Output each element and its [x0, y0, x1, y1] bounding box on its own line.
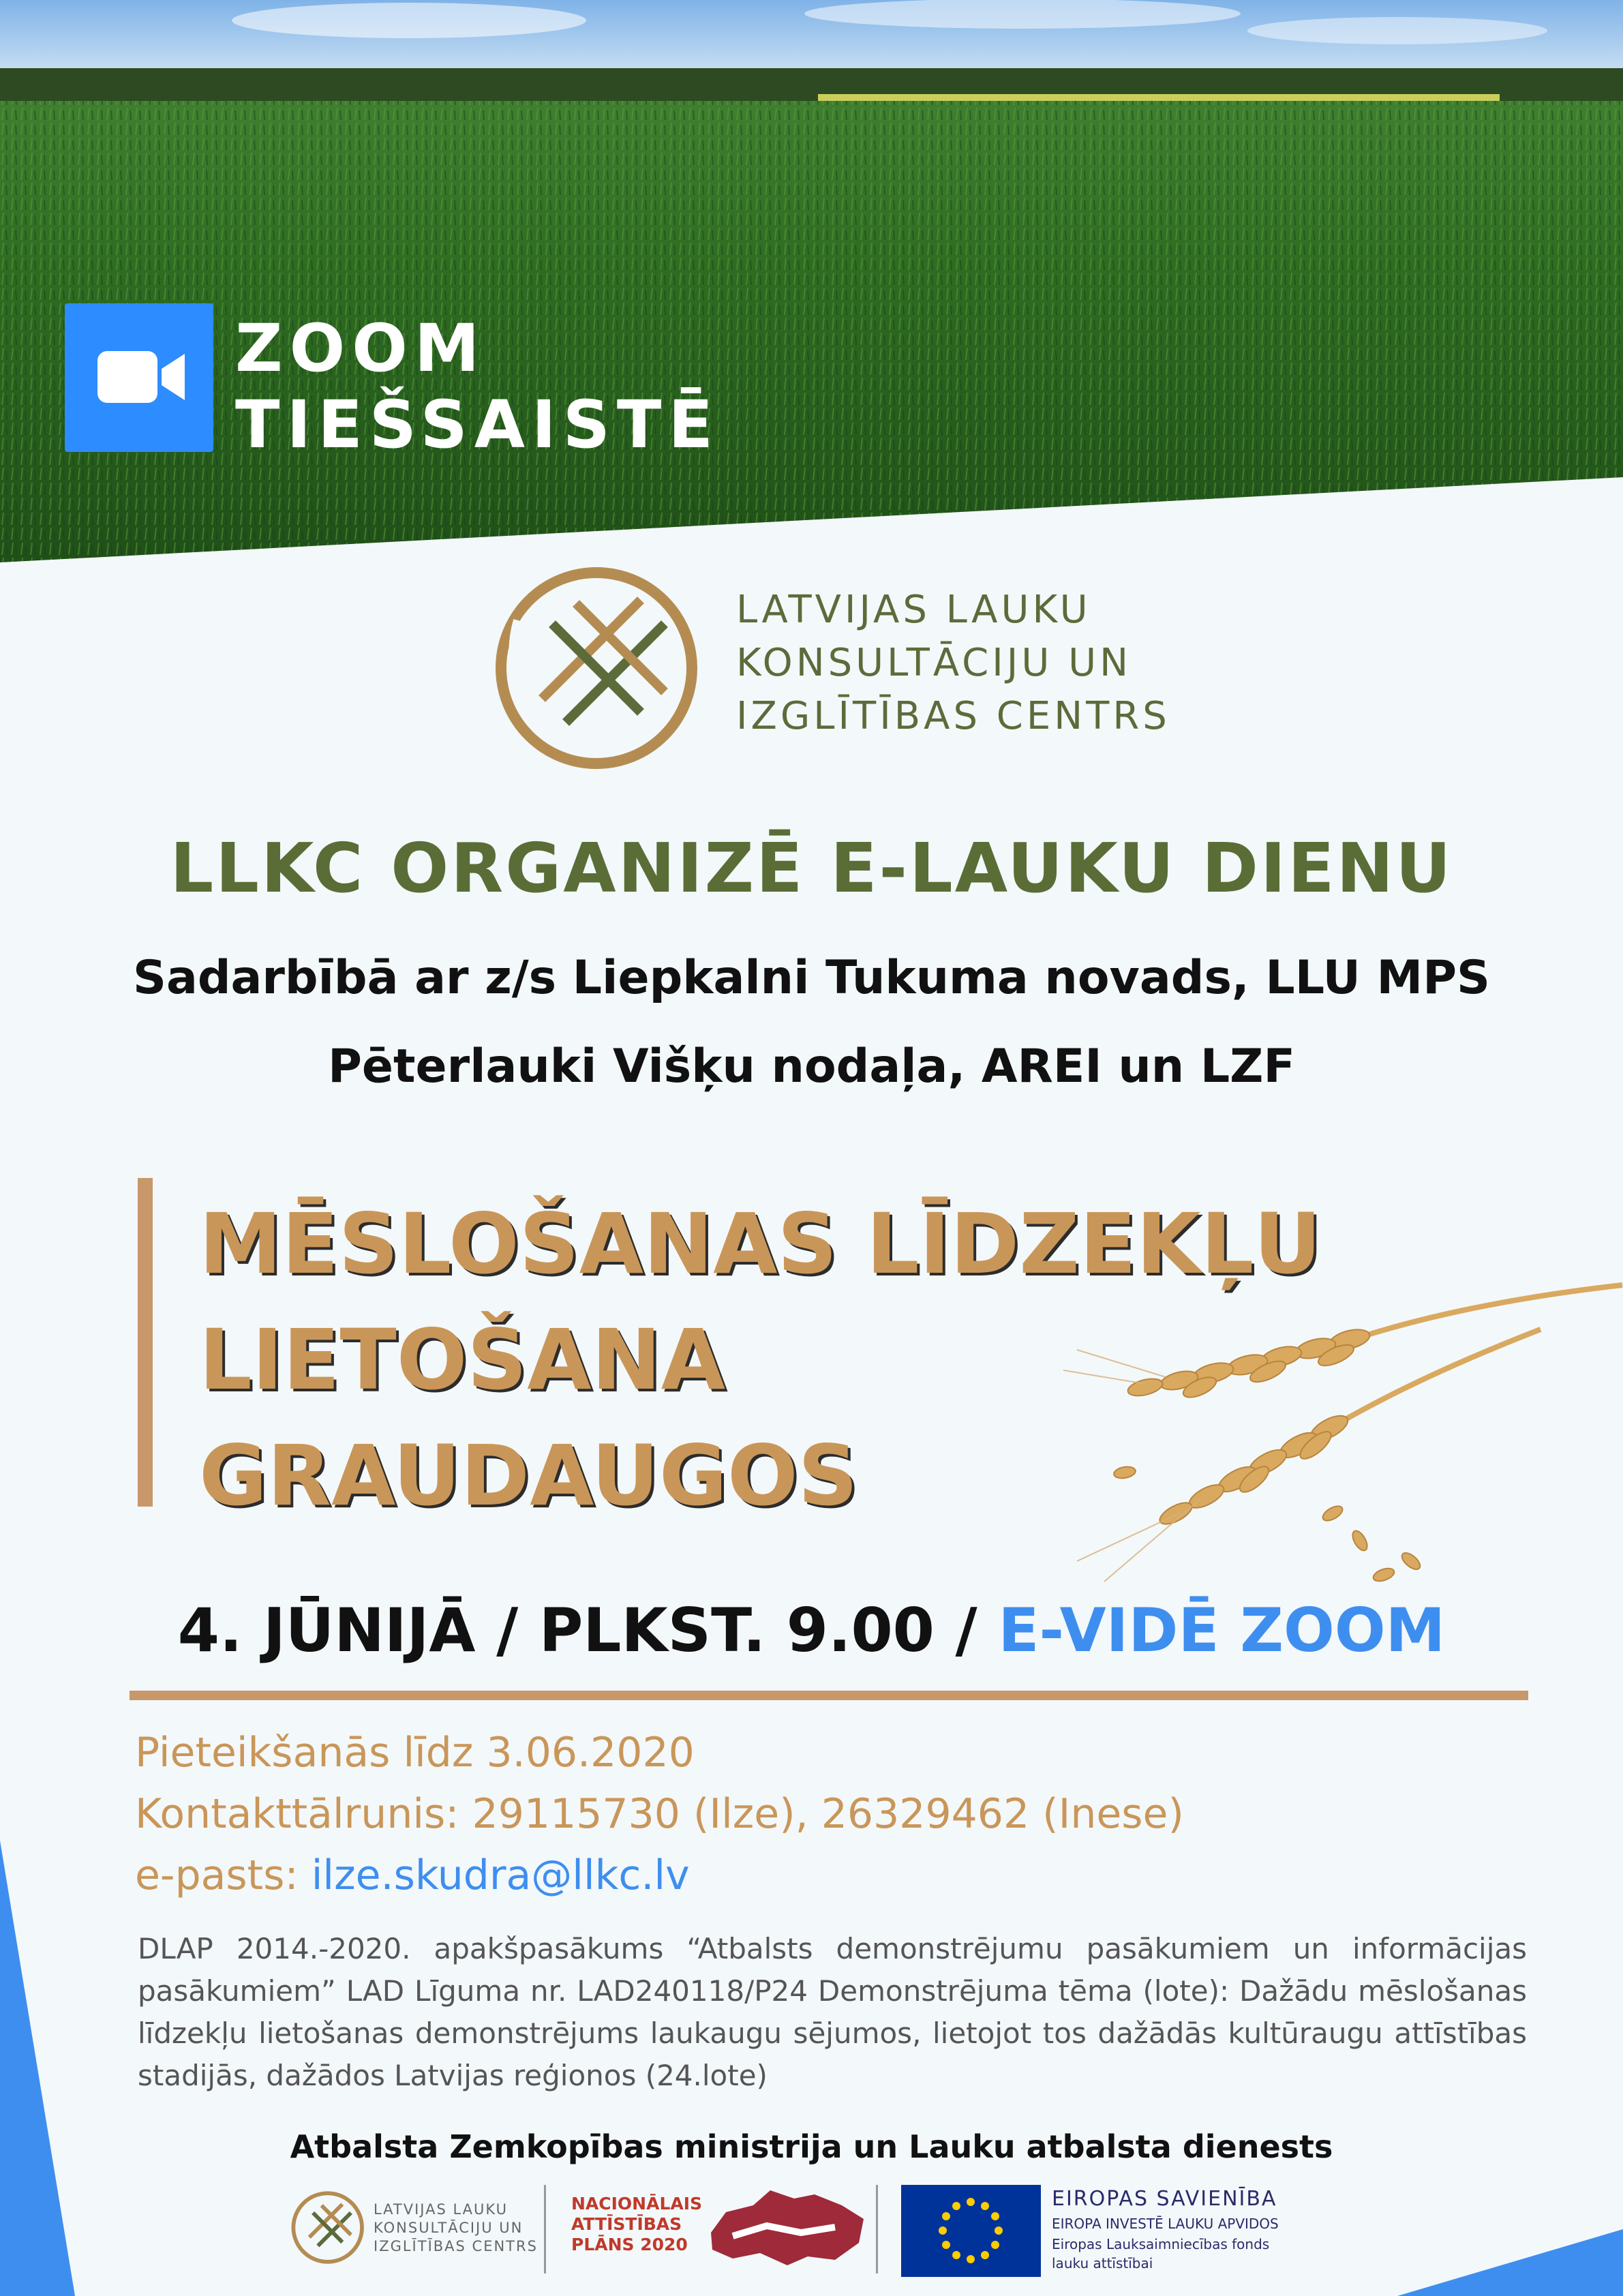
footer-llkc-line3: IZGLĪTĪBAS CENTRS	[374, 2238, 538, 2254]
topic-line1: MĒSLOŠANAS LĪDZEKĻU	[199, 1196, 1322, 1293]
event-place: E-VIDĒ ZOOM	[998, 1595, 1446, 1665]
organizer-name	[736, 584, 1170, 743]
page-title: LLKC ORGANIZĒ E-LAUKU DIENU	[170, 828, 1453, 908]
contact-email-row	[135, 1852, 690, 1899]
zoom-label-line1: ZOOM	[235, 310, 487, 387]
funding-fine-print: DLAP 2014.-2020. apakšpasākums “Atbalsts demonstrējumu pasākumiem un informācijas pasākumiem” LAD Līguma nr. LAD240118/P24 Demonstrējuma tēma (lote): Dažādu mēslošanas līdzekļu lietošanas demonstrējums laukaugu sējumos, lietojot tos dažādās kultūraugu attīstības stadijās, dažādos Latvijas reģionos (24.lote)	[138, 1932, 1527, 2092]
zoom-camera-icon	[65, 303, 213, 452]
footer-llkc-name	[374, 2201, 538, 2256]
footer-nap-line1: NACIONĀLAIS	[571, 2194, 703, 2214]
wheat-ears-illustration	[1063, 1275, 1623, 1602]
footer-llkc-logo	[290, 2188, 368, 2267]
support-statement: Atbalsta Zemkopības ministrija un Lauku atbalsta dienests	[290, 2128, 1333, 2165]
zoom-online-label	[235, 310, 720, 463]
footer-nap-line3: PLĀNS 2020	[571, 2235, 688, 2254]
event-time: PLKST. 9.00	[539, 1595, 935, 1665]
email-label: e-pasts:	[135, 1852, 312, 1899]
divider	[130, 1691, 1528, 1700]
cooperation-line2: Pēterlauki Višķu nodaļa, AREI un LZF	[328, 1040, 1295, 1093]
footer-eu-line2: Eiropas Lauksaimniecības fonds	[1052, 2236, 1270, 2252]
footer-eu-line3: lauku attīstībai	[1052, 2255, 1153, 2271]
footer-llkc-line2: KONSULTĀCIJU UN	[374, 2220, 524, 2236]
llkc-logo	[491, 559, 709, 777]
footer-divider-2	[876, 2185, 878, 2274]
footer-divider-1	[544, 2185, 546, 2274]
organizer-name-line3: IZGLĪTĪBAS CENTRS	[736, 694, 1170, 738]
topic-line2: LIETOŠANA	[199, 1312, 726, 1408]
zoom-logo	[65, 303, 213, 452]
footer-nap-name	[571, 2194, 702, 2255]
latvia-map-icon	[706, 2185, 869, 2270]
eu-flag-icon	[901, 2185, 1041, 2277]
contact-phone: Kontakttālrunis: 29115730 (Ilze), 26329462 (Inese)	[135, 1790, 1184, 1838]
organizer-name-line2: KONSULTĀCIJU UN	[736, 641, 1132, 685]
topic-accent-bar	[138, 1178, 153, 1507]
footer-eu-title: EIROPAS SAVIENĪBA	[1052, 2187, 1277, 2211]
cooperation-line1: Sadarbībā ar z/s Liepkalni Tukuma novads, LLU MPS	[132, 951, 1491, 1005]
footer-llkc-line1: LATVIJAS LAUKU	[374, 2201, 508, 2218]
zoom-label-line2: TIEŠSAISTĒ	[235, 387, 720, 463]
registration-deadline: Pieteikšanās līdz 3.06.2020	[135, 1729, 695, 1777]
email-link[interactable]: ilze.skudra@llkc.lv	[311, 1852, 690, 1899]
event-separator-2: /	[934, 1595, 999, 1665]
footer-nap-line2: ATTĪSTĪBAS	[571, 2214, 682, 2234]
organizer-name-line1: LATVIJAS LAUKU	[736, 588, 1091, 632]
topic-line3: GRAUDAUGOS	[199, 1428, 858, 1524]
footer-eu-line1: EIROPA INVESTĒ LAUKU APVIDOS	[1052, 2216, 1279, 2232]
event-date-time	[0, 1595, 1623, 1665]
event-date: 4. JŪNIJĀ	[177, 1595, 476, 1665]
event-separator-1: /	[475, 1595, 539, 1665]
